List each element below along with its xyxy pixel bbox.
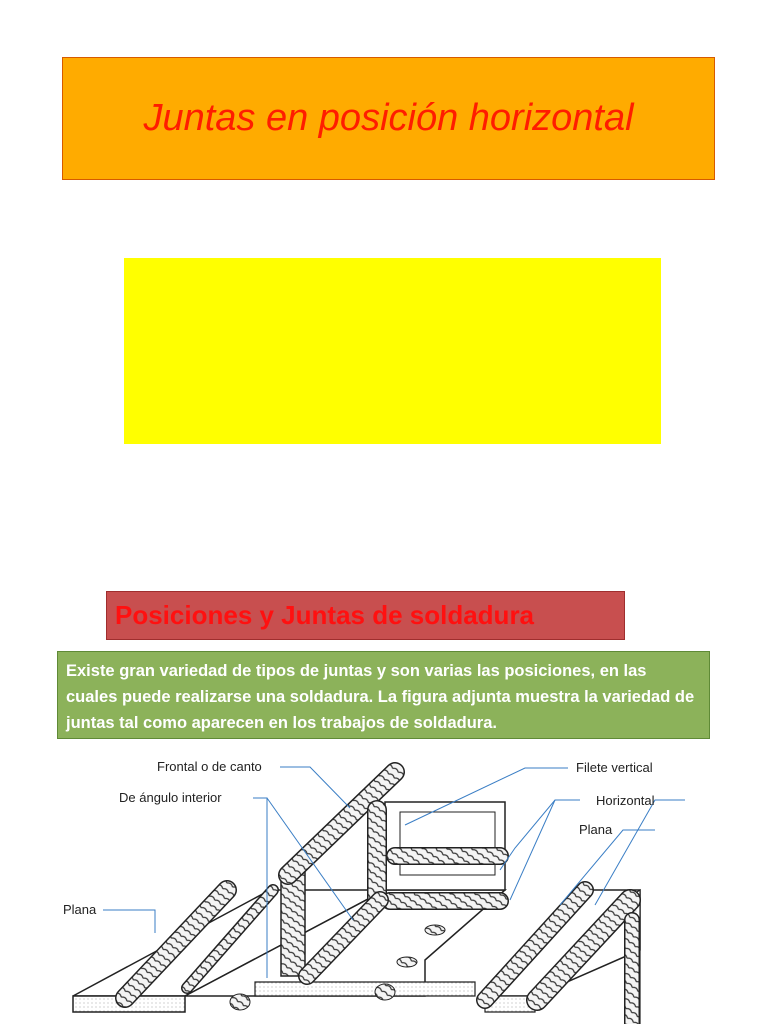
upright-plate <box>281 872 305 976</box>
label-filete-vertical: Filete vertical <box>576 760 653 775</box>
label-horizontal: Horizontal <box>596 793 655 808</box>
yellow-placeholder-box <box>124 258 661 444</box>
page-title: Juntas en posición horizontal <box>143 97 634 139</box>
label-plana-left: Plana <box>63 902 97 917</box>
section-header <box>106 591 625 640</box>
welding-joints-figure <box>55 750 715 1024</box>
label-frontal: Frontal o de canto <box>157 759 262 774</box>
description-box <box>57 651 710 739</box>
vertical-t-plate <box>385 802 505 890</box>
title-banner <box>62 57 715 180</box>
label-plana-right: Plana <box>579 822 613 837</box>
description-text: Existe gran variedad de tipos de juntas y son varias las posiciones, en las cuales puede realizarse una soldadura. La figura adjunta muestra la variedad de juntas tal como aparecen en los trabajos de soldadura. <box>66 662 695 732</box>
label-angulo-interior: De ángulo interior <box>119 790 222 805</box>
section-title: Posiciones y Juntas de soldadura <box>115 600 535 630</box>
